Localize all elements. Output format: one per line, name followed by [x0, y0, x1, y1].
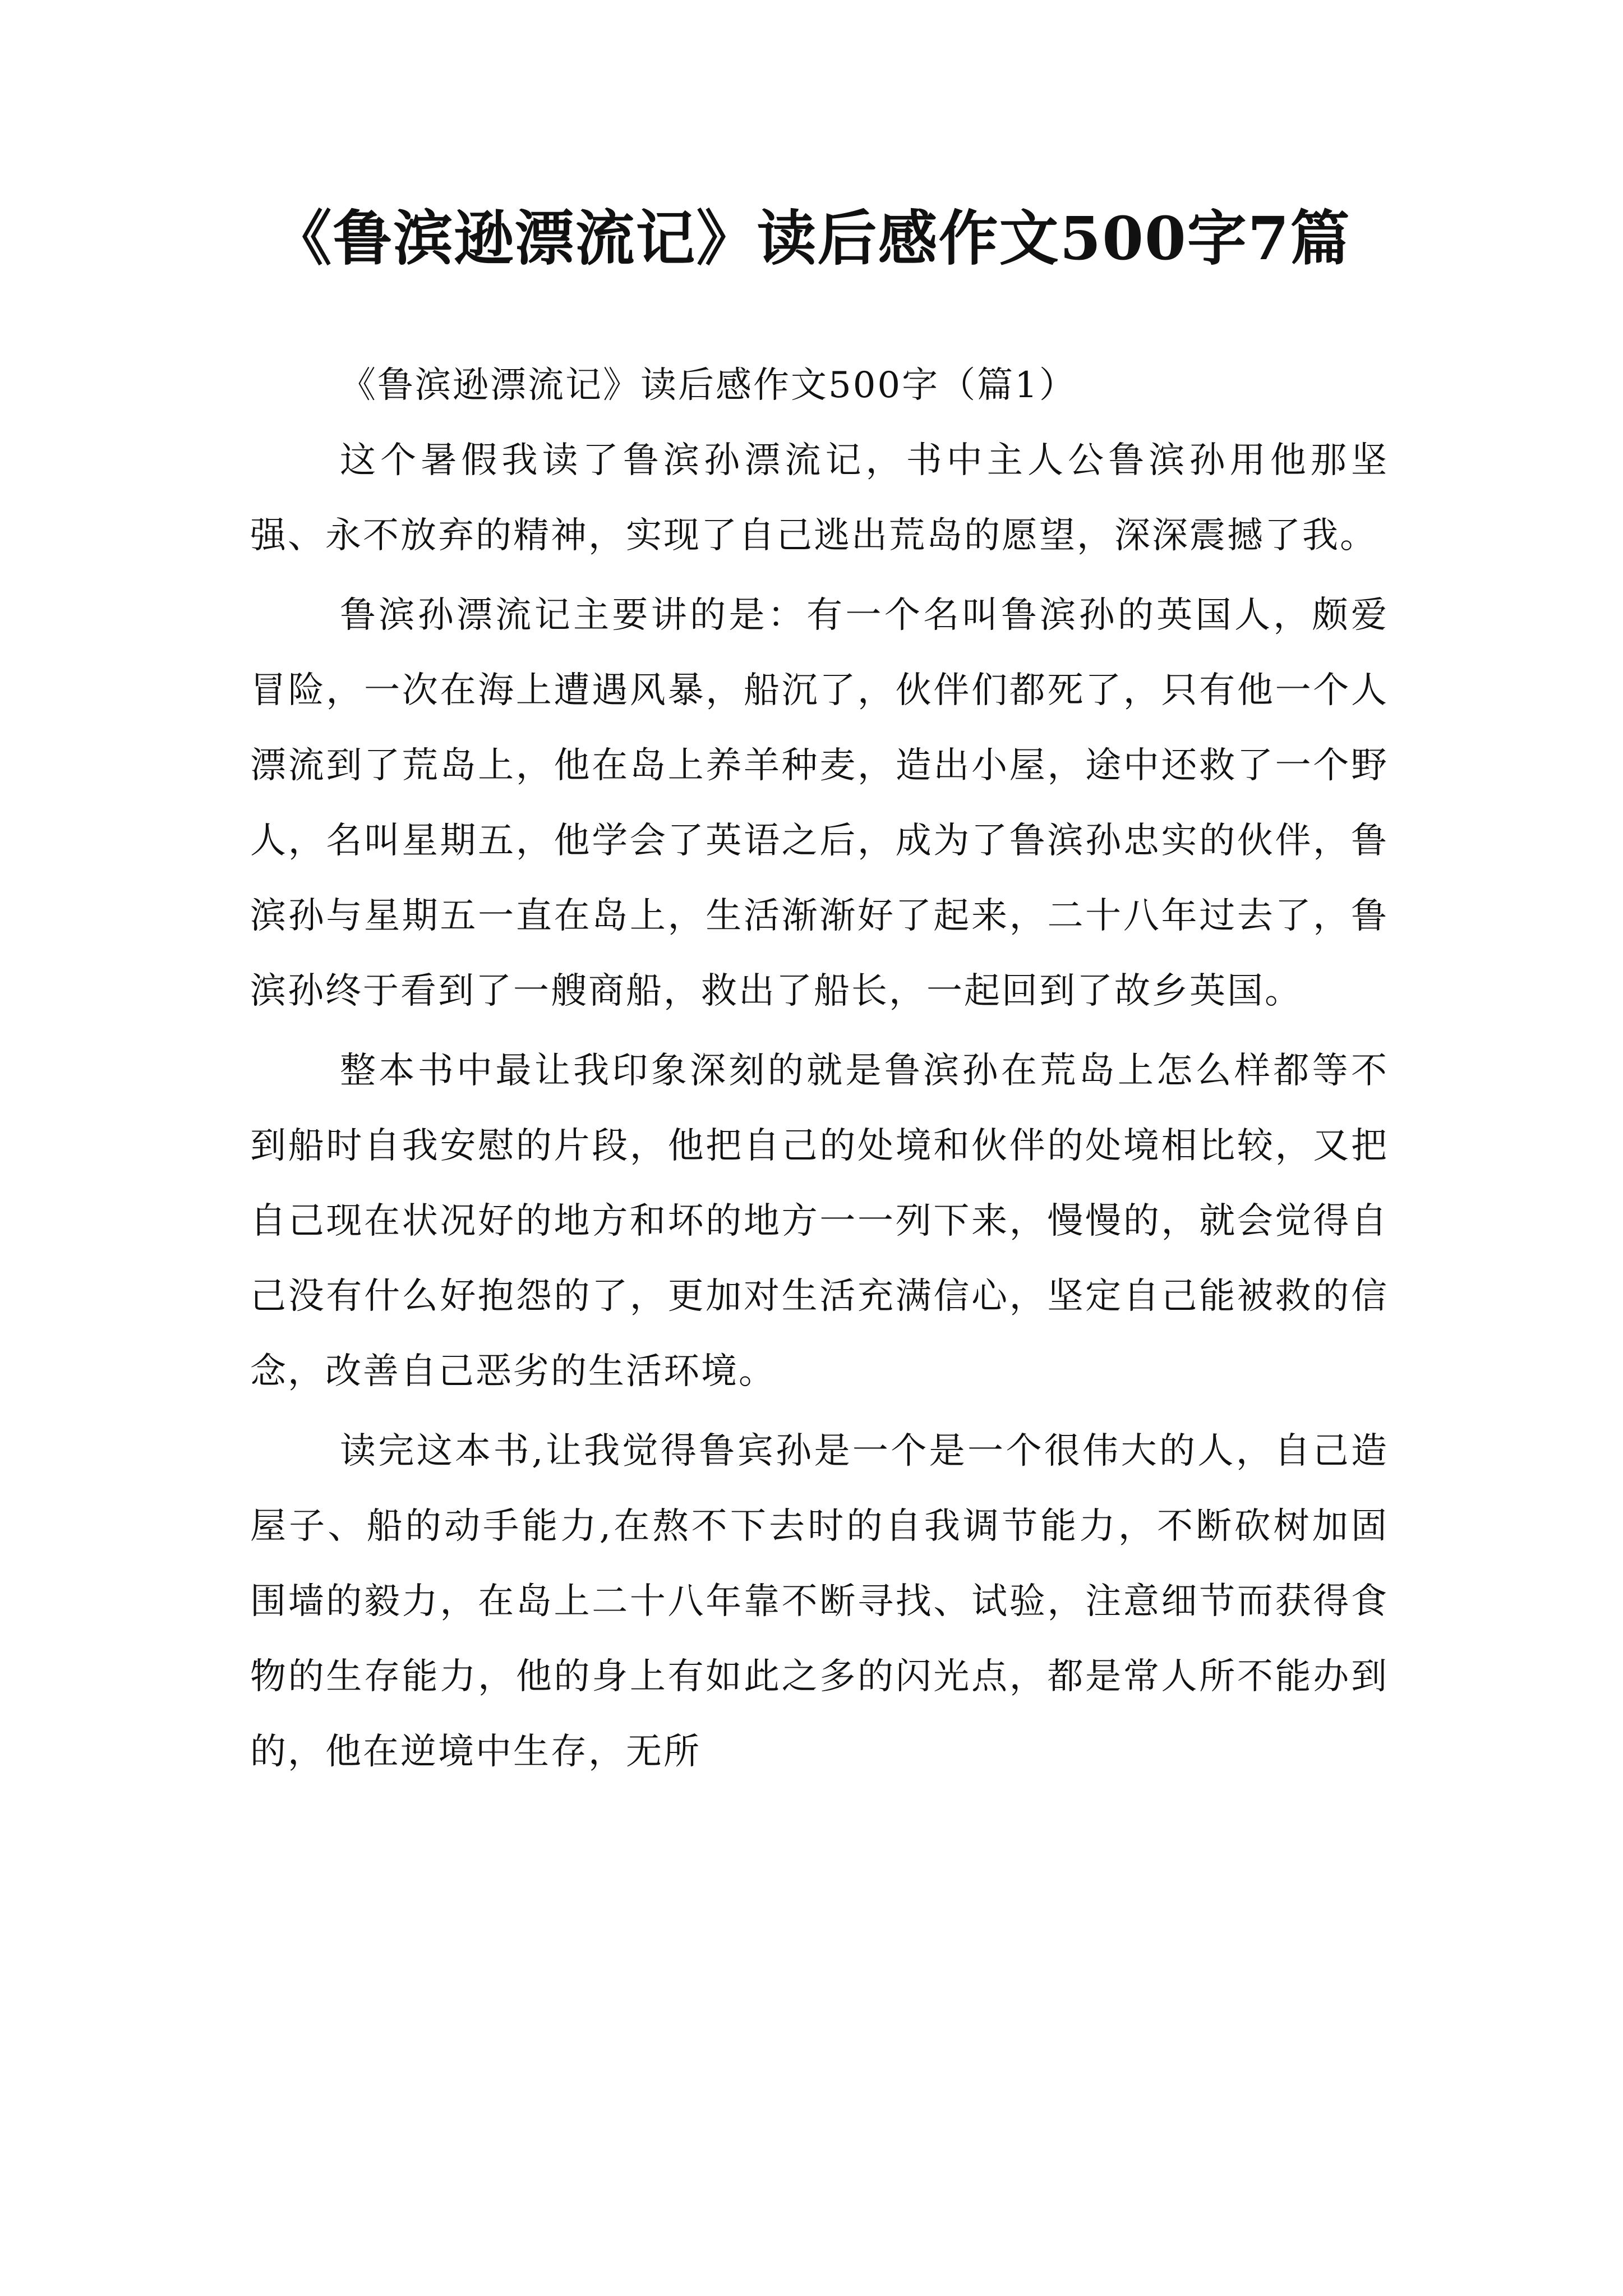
section-heading: 《鲁滨逊漂流记》读后感作文500字（篇1） [340, 365, 1077, 406]
document-title: 《鲁滨逊漂流记》读后感作文500字7篇 [272, 203, 1351, 273]
paragraph-3: 整本书中最让我印象深刻的就是鲁滨孙在荒岛上怎么样都等不到船时自我安慰的片段，他把自己的处境和伙伴的处境相比较，又把自己现在状况好的地方和坏的地方一一列下来，慢慢的，就会觉得自己没有什么好抱怨的了，更加对生活充满信心，坚定自己能被救的信念，改善自己恶劣的生活环境。 [250, 1050, 1389, 1392]
paragraph-2: 鲁滨孙漂流记主要讲的是：有一个名叫鲁滨孙的英国人，颇爱冒险，一次在海上遭遇风暴，船沉了，伙伴们都死了，只有他一个人漂流到了荒岛上，他在岛上养羊种麦，造出小屋，途中还救了一个野人，名叫星期五，他学会了英语之后，成为了鲁滨孙忠实的伙伴，鲁滨孙与星期五一直在岛上，生活渐渐好了起来，二十八年过去了，鲁滨孙终于看到了一艘商船，救出了船长，一起回到了故乡英国。 [250, 595, 1389, 1012]
paragraph-1: 这个暑假我读了鲁滨孙漂流记，书中主人公鲁滨孙用他那坚强、永不放弃的精神，实现了自己逃出荒岛的愿望，深深震撼了我。 [250, 440, 1389, 556]
document-body [250, 348, 1389, 1794]
paragraph-4: 读完这本书,让我觉得鲁宾孙是一个是一个很伟大的人，自己造屋子、船的动手能力,在熬不下去时的自我调节能力，不断砍树加固围墙的毅力，在岛上二十八年靠不断寻找、试验，注意细节而获得食物的生存能力，他的身上有如此之多的闪光点，都是常人所不能办到的，他在逆境中生存，无所 [250, 1430, 1389, 1773]
